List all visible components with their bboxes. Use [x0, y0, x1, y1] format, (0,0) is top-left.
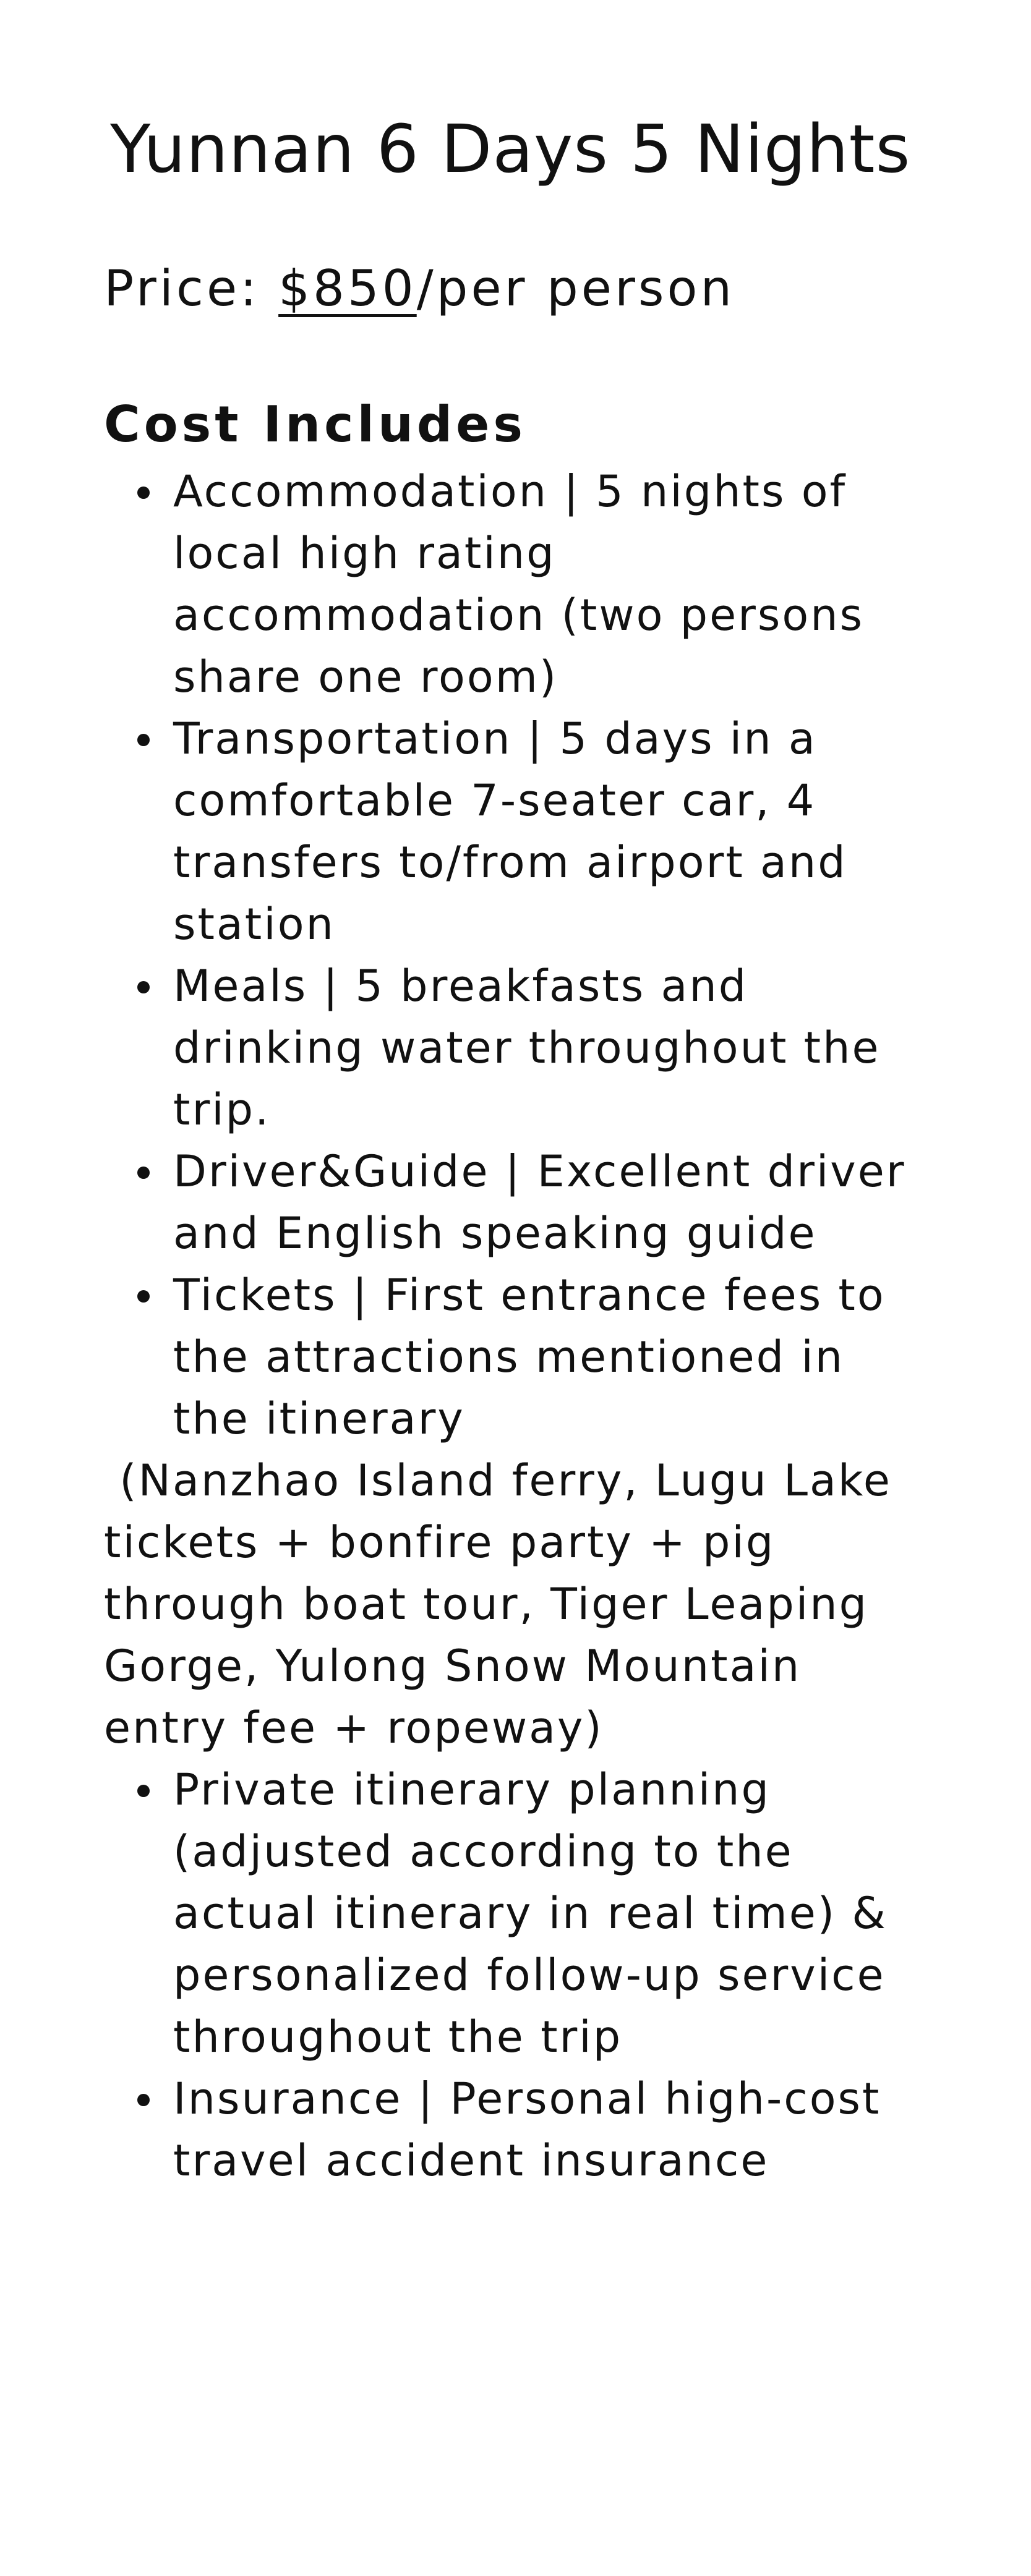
price-amount: $850: [278, 260, 417, 317]
list-item-driver-guide: Driver&Guide | Excellent driver and English speaking guide: [173, 1141, 926, 1264]
cost-includes-list: [104, 461, 926, 1450]
price-unit: /per person: [416, 260, 735, 317]
cost-includes-heading: Cost Includes: [104, 396, 527, 453]
cost-includes-list-continued: [104, 1759, 926, 2191]
page-title: Yunnan 6 Days 5 Nights: [110, 111, 911, 188]
list-item-meals: Meals | 5 breakfasts and drinking water throughout the trip.: [173, 955, 926, 1141]
price-label: Price:: [104, 260, 260, 317]
list-item-accommodation: Accommodation | 5 nights of local high rating accommodation (two persons share one room): [173, 461, 926, 708]
list-item-itinerary-planning: Private itinerary planning (adjusted according to the actual itinerary in real time) & personalized follow-up service throughout the trip: [173, 1759, 926, 2068]
list-item-insurance: Insurance | Personal high-cost travel accident insurance: [173, 2068, 926, 2191]
price-line: [104, 249, 735, 329]
tickets-note: (Nanzhao Island ferry, Lugu Lake tickets + bonfire party + pig through boat tour, Tiger Leaping Gorge, Yulong Snow Mountain entry fee + ropeway): [104, 1455, 908, 1753]
list-item-tickets: Tickets | First entrance fees to the attractions mentioned in the itinerary: [173, 1264, 926, 1450]
list-item-transportation: Transportation | 5 days in a comfortable 7-seater car, 4 transfers to/from airport and station: [173, 708, 926, 955]
